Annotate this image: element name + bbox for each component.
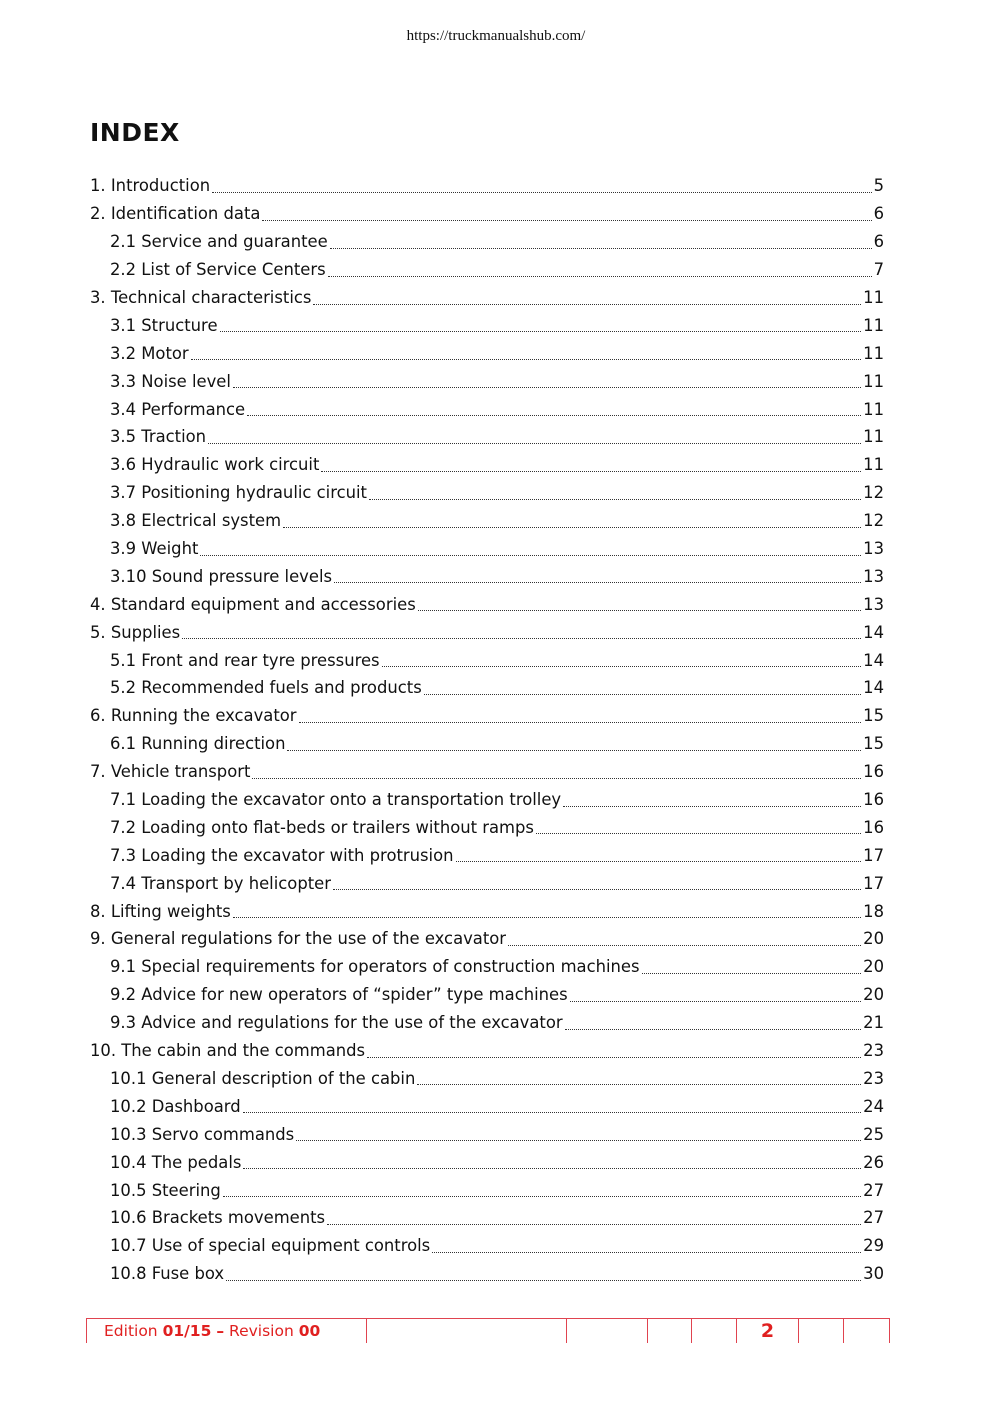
toc-dot-leader: [333, 888, 861, 890]
toc-entry-label: 7. Vehicle transport: [90, 762, 251, 782]
toc-entry-page: 6: [873, 232, 884, 252]
toc-entry-page: 30: [863, 1264, 884, 1284]
toc-dot-leader: [243, 1111, 862, 1113]
toc-entry[interactable]: [90, 1148, 884, 1176]
toc-entry-page: 14: [863, 678, 884, 698]
toc-dot-leader: [328, 275, 872, 277]
toc-dot-leader: [191, 358, 862, 360]
toc-entry-page: 24: [863, 1096, 884, 1116]
toc-entry-page: 11: [863, 343, 884, 363]
toc-entry-label: 2. Identification data: [90, 204, 261, 224]
footer-empty-cell: [799, 1319, 844, 1343]
toc-entry-page: 26: [863, 1152, 884, 1172]
toc-entry-page: 18: [863, 901, 884, 921]
revision-label: Revision: [229, 1322, 294, 1340]
toc-entry-label: 9.2 Advice for new operators of “spider” type machines: [110, 985, 568, 1005]
toc-entry[interactable]: [90, 1176, 884, 1204]
toc-entry[interactable]: [90, 1260, 884, 1288]
toc-entry-page: 13: [863, 539, 884, 559]
toc-dot-leader: [456, 860, 862, 862]
toc-entry-label: 3.7 Positioning hydraulic circuit: [110, 483, 367, 503]
toc-entry-label: 5. Supplies: [90, 622, 181, 642]
toc-dot-leader: [233, 916, 861, 918]
toc-entry-label: 9.3 Advice and regulations for the use of the excavator: [110, 1013, 563, 1033]
toc-dot-leader: [223, 1195, 861, 1197]
toc-entry[interactable]: [90, 981, 884, 1009]
footer-empty-cell: [567, 1319, 648, 1343]
toc-entry-page: 27: [863, 1208, 884, 1228]
toc-entry[interactable]: [90, 1037, 884, 1065]
toc-entry-label: 10.3 Servo commands: [110, 1124, 295, 1144]
toc-entry-page: 14: [863, 650, 884, 670]
toc-entry[interactable]: [90, 451, 884, 479]
toc-entry[interactable]: [90, 786, 884, 814]
toc-entry-label: 3.4 Performance: [110, 399, 246, 419]
toc-entry[interactable]: [90, 813, 884, 841]
toc-entry-label: 8. Lifting weights: [90, 901, 231, 921]
toc-dot-leader: [369, 498, 861, 500]
toc-entry-label: 6.1 Running direction: [110, 734, 286, 754]
toc-entry[interactable]: [90, 925, 884, 953]
toc-entry[interactable]: [90, 953, 884, 981]
toc-dot-leader: [536, 832, 861, 834]
toc-dot-leader: [417, 1083, 861, 1085]
toc-entry-page: 27: [863, 1180, 884, 1200]
toc-entry-label: 3.8 Electrical system: [110, 511, 282, 531]
toc-entry-page: 14: [863, 622, 884, 642]
footer-empty-cell: [844, 1319, 890, 1343]
toc-entry-label: 7.4 Transport by helicopter: [110, 873, 331, 893]
toc-entry[interactable]: [90, 423, 884, 451]
toc-entry[interactable]: [90, 1204, 884, 1232]
toc-entry-label: 10.1 General description of the cabin: [110, 1068, 416, 1088]
toc-dot-leader: [508, 944, 861, 946]
toc-entry[interactable]: [90, 339, 884, 367]
toc-dot-leader: [327, 1223, 861, 1225]
toc-entry-label: 2.2 List of Service Centers: [110, 260, 326, 280]
toc-entry[interactable]: [90, 702, 884, 730]
toc-entry-label: 10.5 Steering: [110, 1180, 221, 1200]
toc-entry-page: 15: [863, 706, 884, 726]
toc-entry-page: 20: [863, 985, 884, 1005]
toc-entry[interactable]: [90, 646, 884, 674]
toc-entry-page: 23: [863, 1041, 884, 1061]
toc-dot-leader: [565, 1028, 862, 1030]
toc-entry[interactable]: [90, 256, 884, 284]
toc-entry[interactable]: [90, 367, 884, 395]
toc-dot-leader: [313, 303, 861, 305]
toc-entry-page: 6: [873, 204, 884, 224]
toc-entry-page: 12: [863, 511, 884, 531]
footer-empty-cell: [692, 1319, 737, 1343]
toc-entry-page: 12: [863, 483, 884, 503]
toc-entry-label: 10.2 Dashboard: [110, 1096, 241, 1116]
toc-entry-label: 3.1 Structure: [110, 315, 218, 335]
toc-entry-label: 7.3 Loading the excavator with protrusion: [110, 845, 454, 865]
toc-entry[interactable]: [90, 897, 884, 925]
toc-dot-leader: [296, 1139, 861, 1141]
toc-entry-page: 16: [863, 762, 884, 782]
toc-entry-page: 25: [863, 1124, 884, 1144]
toc-entry-label: 3.2 Motor: [110, 343, 189, 363]
toc-entry-label: 6. Running the excavator: [90, 706, 297, 726]
toc-entry[interactable]: [90, 172, 884, 200]
footer-empty-cell: [367, 1319, 567, 1343]
edition-revision-cell: [86, 1319, 367, 1343]
toc-entry-label: 10.6 Brackets movements: [110, 1208, 326, 1228]
toc-dot-leader: [247, 414, 861, 416]
toc-dot-leader: [262, 219, 871, 221]
toc-entry-label: 3.6 Hydraulic work circuit: [110, 455, 320, 475]
edition-value: 01/15: [162, 1322, 212, 1340]
toc-entry-label: 5.2 Recommended fuels and products: [110, 678, 422, 698]
toc-dot-leader: [642, 972, 862, 974]
toc-entry-label: 7.2 Loading onto flat-beds or trailers without ramps: [110, 817, 534, 837]
toc-entry-page: 13: [863, 566, 884, 586]
toc-dot-leader: [208, 442, 861, 444]
toc-dot-leader: [226, 1279, 861, 1281]
toc-entry[interactable]: [90, 395, 884, 423]
toc-entry-label: 3.10 Sound pressure levels: [110, 566, 333, 586]
toc-entry-page: 21: [863, 1013, 884, 1033]
toc-entry[interactable]: [90, 311, 884, 339]
toc-entry[interactable]: [90, 1120, 884, 1148]
edition-label: Edition: [104, 1322, 158, 1340]
toc-entry-page: 13: [863, 594, 884, 614]
toc-entry-label: 4. Standard equipment and accessories: [90, 594, 416, 614]
toc-entry[interactable]: [90, 535, 884, 563]
toc-dot-leader: [382, 665, 862, 667]
toc-dot-leader: [570, 1000, 861, 1002]
source-url[interactable]: https://truckmanualshub.com/: [406, 28, 586, 44]
toc-entry-label: 7.1 Loading the excavator onto a transportation trolley: [110, 790, 562, 810]
toc-entry[interactable]: [90, 507, 884, 535]
toc-dot-leader: [418, 609, 861, 611]
toc-dot-leader: [563, 805, 861, 807]
toc-dot-leader: [334, 581, 861, 583]
toc-entry[interactable]: [90, 869, 884, 897]
toc-dot-leader: [287, 749, 861, 751]
toc-dot-leader: [330, 247, 872, 249]
toc-entry-page: 11: [863, 371, 884, 391]
toc-entry[interactable]: [90, 1232, 884, 1260]
toc-entry[interactable]: [90, 590, 884, 618]
toc-entry[interactable]: [90, 1065, 884, 1093]
toc-entry-label: 1. Introduction: [90, 176, 211, 196]
toc-entry-page: 29: [863, 1236, 884, 1256]
toc-entry-label: 9. General regulations for the use of the excavator: [90, 929, 507, 949]
toc-dot-leader: [212, 191, 871, 193]
toc-entry-label: 3.9 Weight: [110, 539, 199, 559]
toc-entry[interactable]: [90, 200, 884, 228]
toc-entry[interactable]: [90, 758, 884, 786]
toc-entry-page: 11: [863, 288, 884, 307]
toc-entry-label: 10.4 The pedals: [110, 1152, 242, 1172]
toc-dot-leader: [182, 637, 861, 639]
toc-dot-leader: [233, 386, 861, 388]
toc-entry-page: 17: [863, 873, 884, 893]
toc-entry-label: 10. The cabin and the commands: [90, 1041, 366, 1061]
toc-entry-page: 7: [873, 260, 884, 280]
page-title: INDEX: [90, 118, 180, 147]
toc-entry-page: 16: [863, 790, 884, 810]
toc-entry-page: 17: [863, 845, 884, 865]
toc-entry[interactable]: [90, 618, 884, 646]
toc-dot-leader: [252, 777, 861, 779]
revision-value: 00: [298, 1322, 321, 1340]
toc-entry[interactable]: [90, 674, 884, 702]
toc-dot-leader: [432, 1251, 861, 1253]
toc-entry-label: 2.1 Service and guarantee: [110, 232, 328, 252]
toc-entry-page: 11: [863, 427, 884, 447]
toc-entry-label: 3.5 Traction: [110, 427, 207, 447]
toc-entry-page: 11: [863, 399, 884, 419]
page-footer: [86, 1318, 890, 1343]
toc-entry-label: 10.7 Use of special equipment controls: [110, 1236, 431, 1256]
toc-entry[interactable]: [90, 228, 884, 256]
toc-entry-page: 5: [873, 176, 884, 196]
toc-entry[interactable]: [90, 284, 884, 312]
toc-entry[interactable]: [90, 841, 884, 869]
toc-entry[interactable]: [90, 1009, 884, 1037]
toc-entry[interactable]: [90, 1092, 884, 1120]
page-number: 2: [737, 1319, 799, 1343]
toc-dot-leader: [367, 1056, 861, 1058]
toc-entry-page: 11: [863, 315, 884, 335]
toc-dot-leader: [321, 470, 861, 472]
toc-dot-leader: [243, 1167, 861, 1169]
toc-entry-page: 15: [863, 734, 884, 754]
toc-entry-label: 9.1 Special requirements for operators of construction machines: [110, 957, 640, 977]
toc-entry-page: 16: [863, 817, 884, 837]
toc-entry[interactable]: [90, 479, 884, 507]
table-of-contents: [90, 172, 884, 1288]
toc-entry-page: 20: [863, 929, 884, 949]
toc-dot-leader: [200, 554, 861, 556]
toc-entry-label: 3.3 Noise level: [110, 371, 231, 391]
footer-empty-cell: [648, 1319, 692, 1343]
toc-entry-label: 10.8 Fuse box: [110, 1264, 225, 1284]
edition-separator: –: [216, 1322, 225, 1340]
toc-dot-leader: [299, 721, 862, 723]
toc-entry-page: 11: [863, 455, 884, 475]
toc-dot-leader: [220, 330, 862, 332]
toc-dot-leader: [424, 693, 861, 695]
toc-entry-label: 3. Technical characteristics: [90, 288, 312, 307]
toc-entry-page: 23: [863, 1068, 884, 1088]
toc-entry-page: 20: [863, 957, 884, 977]
toc-entry-label: 5.1 Front and rear tyre pressures: [110, 650, 380, 670]
toc-entry[interactable]: [90, 562, 884, 590]
toc-entry[interactable]: [90, 730, 884, 758]
toc-dot-leader: [283, 526, 861, 528]
